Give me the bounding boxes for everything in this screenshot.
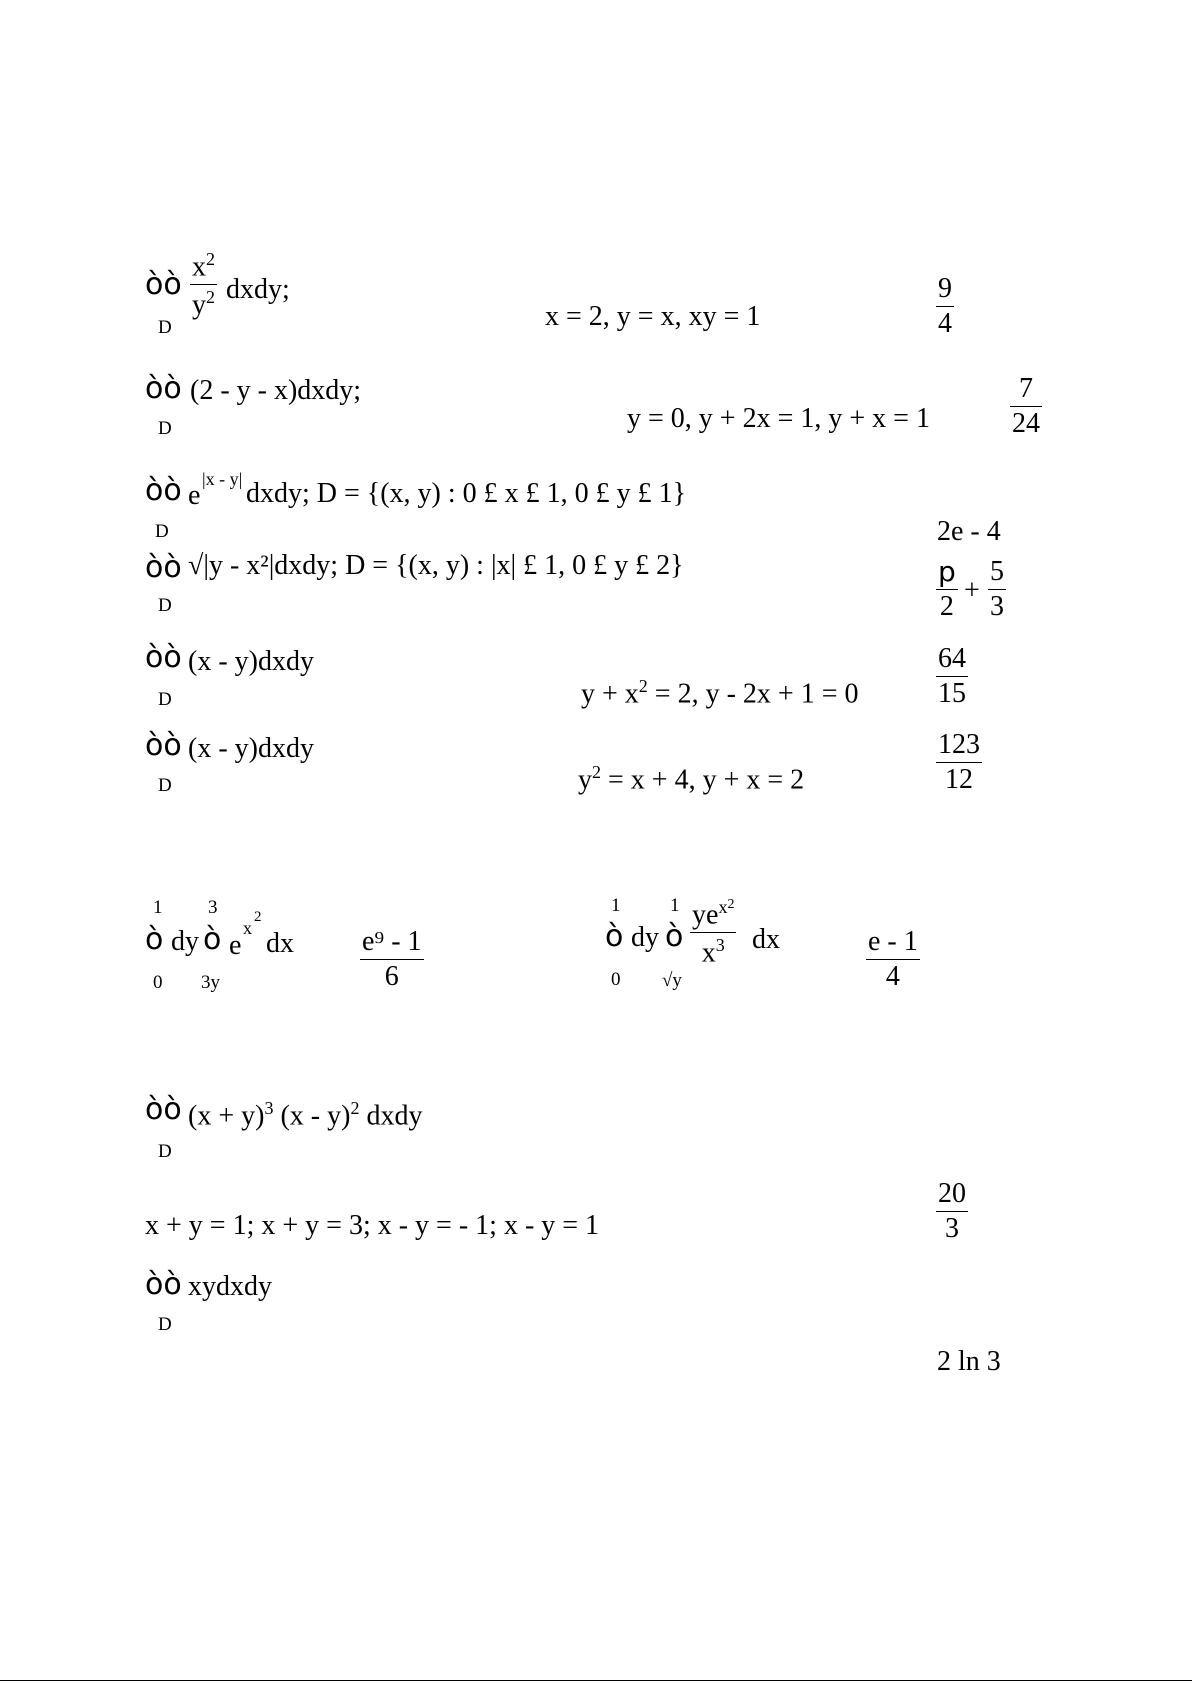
fraction-bar [360, 959, 424, 960]
numerator-exponent-power: 2 [727, 897, 735, 912]
factor-a-exponent: 3 [264, 1098, 274, 1118]
answer-denominator: 3 [945, 1213, 959, 1244]
region-label: D [158, 775, 172, 796]
answer-numerator: 20 [938, 1178, 966, 1209]
integrand-factor-a: (x + y) [188, 1100, 265, 1132]
answer-fraction [1010, 375, 1042, 438]
outer-upper-limit: 1 [153, 897, 163, 918]
fraction-bar [936, 676, 968, 677]
outer-integral-symbol: ò [605, 919, 624, 954]
integrand-exponent-power: 2 [254, 909, 262, 925]
answer-lead-denominator: 2 [939, 591, 954, 622]
answer-denominator: 12 [945, 764, 973, 795]
region-bounds: x + y = 1; x + y = 3; x - y = - 1; x - y = 1 [145, 1210, 600, 1241]
double-integral-symbol: òò [145, 728, 182, 763]
integrand: √|y - x²|dxdy; D = {(x, y) : |x| £ 1, 0 £ y £ 2} [188, 550, 684, 581]
answer-fraction [936, 1180, 968, 1243]
integrand-factor-b: (x - y) [280, 1100, 351, 1132]
fraction-bar [936, 762, 982, 763]
answer-lead-numerator: p [938, 555, 956, 588]
fraction-bar [988, 589, 1006, 590]
outer-lower-limit: 0 [153, 972, 163, 993]
answer-numerator: e⁹ - 1 [362, 926, 422, 957]
answer-fraction [936, 731, 982, 794]
region-part-b: = x + 4, y + x = 2 [601, 764, 805, 796]
answer-numerator: e - 1 [868, 926, 918, 957]
fraction-bar [690, 932, 736, 933]
answer-denominator: 24 [1012, 408, 1040, 439]
inner-lower-limit: 3y [201, 972, 220, 993]
factor-b-exponent: 2 [350, 1098, 360, 1118]
integrand-tail: dxdy; [226, 274, 290, 305]
answer-denominator: 6 [384, 961, 399, 992]
region-label: D [158, 418, 172, 439]
region-bounds: y = 0, y + 2x = 1, y + x = 1 [627, 403, 930, 434]
integrand-fraction [190, 250, 217, 320]
answer-fraction [936, 275, 954, 338]
double-integral-symbol: òò [145, 550, 182, 585]
fraction-bar [866, 959, 920, 960]
answer-fraction [360, 928, 424, 991]
region-bounds [578, 763, 804, 794]
integrand-tail: dxdy [366, 1100, 423, 1132]
answer-numerator: 123 [938, 729, 980, 760]
double-integral-symbol: òò [145, 1267, 182, 1302]
answer-fraction [988, 558, 1006, 621]
inner-integral-symbol: ò [665, 919, 684, 954]
region-exponent: 2 [638, 676, 648, 696]
region-part-a: y [578, 764, 592, 796]
inner-lower-limit: √y [662, 970, 682, 991]
region-label: D [158, 689, 172, 710]
integrand: (2 - y - x)dxdy; [190, 375, 362, 406]
integrand: xydxdy [188, 1271, 272, 1302]
denominator-exponent: 2 [206, 287, 215, 308]
double-integral-symbol: òò [145, 1092, 182, 1127]
answer-fraction [866, 928, 920, 991]
outer-integral-symbol: ò [145, 922, 164, 957]
answer-numerator: 64 [938, 643, 966, 674]
region-label: D [158, 595, 172, 616]
integrand-numerator: ye [692, 899, 719, 931]
numerator-exponent: x [718, 897, 728, 917]
fraction-bar [190, 284, 217, 285]
integrand-fraction [690, 898, 736, 968]
region-label: D [155, 521, 169, 542]
answer-numerator: 9 [938, 273, 952, 304]
integrand-exponent: |x - y| [202, 469, 243, 489]
fraction-bar [1010, 406, 1042, 407]
inner-upper-limit: 3 [208, 897, 218, 918]
fraction-bar [936, 306, 954, 307]
integrand-base: e [229, 930, 242, 961]
region-exponent: 2 [592, 762, 601, 782]
region-label: D [158, 1314, 172, 1335]
answer-operator: + [964, 575, 980, 606]
integrand-base: e [188, 480, 201, 511]
region-part-a: y + x [581, 678, 639, 710]
numerator-exponent: 2 [206, 249, 215, 269]
fraction-bar [936, 1211, 968, 1212]
answer-fraction [936, 645, 968, 708]
answer-denominator: 3 [990, 591, 1004, 622]
outer-lower-limit: 0 [611, 969, 621, 990]
page-bottom-rule [0, 1680, 1192, 1681]
double-integral-symbol: òò [145, 473, 182, 508]
double-integral-symbol: òò [145, 267, 182, 302]
fraction-bar [936, 589, 958, 590]
answer-denominator: 4 [885, 961, 900, 992]
integrand-exponent: x [243, 918, 252, 938]
region-part-b: = 2, y - 2x + 1 = 0 [647, 678, 859, 710]
double-integral-symbol: òò [145, 640, 182, 675]
outer-variable: dy [631, 922, 659, 953]
integrand: (x - y)dxdy [188, 646, 314, 677]
integrand: (x - y)dxdy [188, 733, 314, 764]
answer: 2 ln 3 [937, 1346, 1001, 1377]
integrand-numerator: x [192, 251, 206, 283]
outer-variable: dy [171, 926, 199, 957]
integrand-tail: dx [266, 928, 294, 959]
denominator-exponent: 3 [715, 935, 725, 956]
integrand [188, 1099, 422, 1130]
integrand-denominator: y [192, 289, 206, 321]
integrand-tail: dx [752, 924, 780, 955]
outer-upper-limit: 1 [611, 895, 621, 916]
region-label: D [158, 1141, 172, 1162]
integrand-denominator: x [701, 937, 716, 969]
answer-denominator: 4 [938, 308, 952, 339]
inner-upper-limit: 1 [670, 895, 680, 916]
answer: 2e - 4 [937, 516, 1001, 547]
integrand-tail: dxdy; D = {(x, y) : 0 £ x £ 1, 0 £ y £ 1} [246, 478, 687, 509]
region-bounds [581, 677, 859, 708]
answer-numerator: 5 [990, 556, 1004, 587]
answer-lead-fraction [936, 555, 958, 622]
answer-numerator: 7 [1019, 373, 1033, 404]
inner-integral-symbol: ò [203, 922, 222, 957]
region-label: D [158, 317, 172, 338]
double-integral-symbol: òò [145, 371, 182, 406]
region-bounds: x = 2, y = x, xy = 1 [545, 301, 761, 332]
answer-denominator: 15 [938, 678, 966, 709]
